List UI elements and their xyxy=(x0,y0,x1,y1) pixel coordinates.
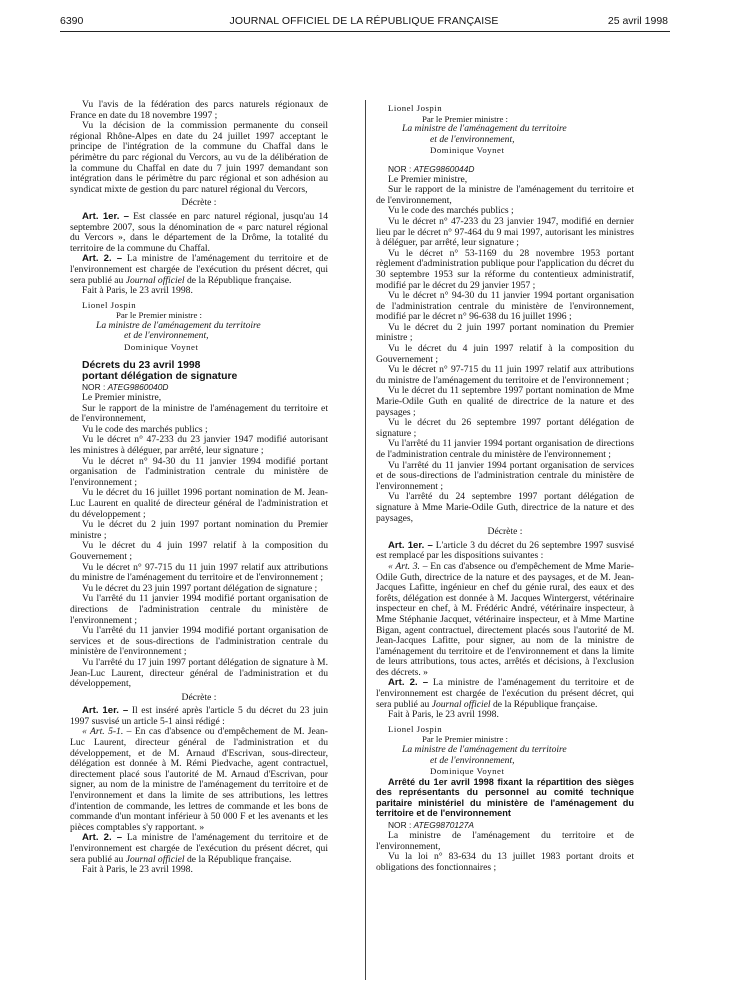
right-column xyxy=(376,103,634,873)
article-text: En cas d'absence ou d'empêchement de Mme Marie-Odile Guth, directrice de la nature et des paysages, et de M. Jean-Jacques Lafitte, ingénieur en chef du génie rural, des eaux et des forêts, délégation est donnée à M. Jacques Wintergerst, vétérinaire inspecteur en chef, à M. Frédéric André, vétérinaire inspecteur, à Mme Stéphanie Jacquet, vétérinaire inspecteur, et à Mme Martine Bigan, agent contractuel, directement placés sous l'autorité de M. Jean-Jacques Lafitte, pour signer, au nom de la ministre de l'aménagement du territoire et de l'environnement et dans la limite de leurs attributions, tous actes, arrêtés et décisions, à l'exclusion des décrets. » xyxy=(376,560,635,678)
article-text: de la République française. xyxy=(186,274,292,286)
arrete-title: Arrêté du 1er avril 1998 fixant la répartition des sièges des représentants du personnel au comité technique paritaire ministériel du ministère de l'aménagement du territoire et de l'environnement xyxy=(376,776,634,819)
article-paragraph xyxy=(70,727,328,833)
section-title: portant délégation de signature xyxy=(82,371,238,383)
visa-paragraph: Vu le décret du 4 juin 1997 relatif à la composition du Gouvernement ; xyxy=(376,343,634,365)
visa-paragraph: Vu le code des marchés publics ; xyxy=(82,423,208,435)
visa-paragraph: Vu le décret n° 97-715 du 11 juin 1997 relatif aux attributions du ministre de l'aménagement du territoire et de l'environnement ; xyxy=(376,364,634,386)
article-label: Art. 2. – xyxy=(82,253,123,265)
visa-paragraph: Vu l'arrêté du 11 janvier 1994 modifié portant organisation de services et de sous-directions de l'administration centrale du ministère de l'environnement ; xyxy=(70,625,328,658)
article-label: « Art. 5-1. – xyxy=(82,726,132,738)
journal-ref: Journal officiel xyxy=(431,698,491,710)
article-paragraph xyxy=(70,833,328,865)
nor-reference xyxy=(376,164,634,175)
nor-code: ATEG9870127A xyxy=(413,820,474,831)
journal-ref: Journal officiel xyxy=(125,274,185,286)
journal-ref: Journal officiel xyxy=(125,853,185,865)
visa-paragraph: La ministre de l'aménagement du territoire et de l'environnement, xyxy=(376,830,634,852)
visa-paragraph: Vu le décret du 23 juin 1997 portant délégation de signature ; xyxy=(82,582,318,594)
issue-date: 25 avril 1998 xyxy=(607,15,668,27)
article-text: Il est inséré après l'article 5 du décret du 23 juin 1997 susvisé un article 5-1 ainsi rédigé : xyxy=(70,705,328,727)
article-paragraph xyxy=(70,706,328,727)
page-header xyxy=(60,15,668,30)
minister-name: Dominique Voynet xyxy=(430,145,505,156)
visa-paragraph: Vu le décret du 26 septembre 1997 portant délégation de signature ; xyxy=(376,417,634,439)
visa-paragraph: Vu l'arrêté du 17 juin 1997 portant délégation de signature à M. Jean-Luc Laurent, directeur général de l'administration et du développement, xyxy=(70,656,328,690)
article-text: La ministre de l'aménagement du territoire et de l'environnement est chargée de l'exécution du présent décret, qui sera publié au xyxy=(70,253,328,286)
decree-word: Décrète : xyxy=(487,526,523,538)
nor-label: NOR : xyxy=(388,163,412,174)
signer-name: Lionel Jospin xyxy=(82,299,137,310)
article-text: de la République française. xyxy=(186,853,292,865)
article-label: Art. 1er. – xyxy=(82,705,129,717)
article-label: Art. 2. – xyxy=(82,832,123,844)
visa-paragraph: Vu le décret n° 97-715 du 11 juin 1997 relatif aux attributions du ministre de l'aménagement du territoire et de l'environnement ; xyxy=(70,561,328,584)
article-label: Art. 2. – xyxy=(388,677,429,689)
visa-paragraph: Le Premier ministre, xyxy=(388,173,468,185)
visa-paragraph: Vu l'arrêté du 24 septembre 1997 portant délégation de signature à Mme Marie-Odile Guth, directrice de la nature et des paysages, xyxy=(376,491,634,524)
visa-paragraph: Vu le décret n° 53-1169 du 28 novembre 1953 portant règlement d'administration publique pour l'application du décret du 30 septembre 1953 sur la réforme du contentieux administratif, modifié par le décret du 29 janvier 1957 ; xyxy=(376,247,634,291)
article-text: de la République française. xyxy=(492,698,598,710)
visa-paragraph: Vu l'avis de la fédération des parcs naturels régionaux de France en date du 18 novembre 1997 ; xyxy=(70,99,328,121)
nor-label: NOR : xyxy=(388,820,412,831)
minister-title: La ministre de l'aménagement du territoire xyxy=(402,744,567,756)
done-at: Fait à Paris, le 23 avril 1998. xyxy=(388,709,499,721)
visa-paragraph: Vu le décret du 16 juillet 1996 portant nomination de M. Jean-Luc Laurent en qualité de directeur général de l'administration et du développement ; xyxy=(70,487,328,520)
column-divider xyxy=(365,100,366,980)
section-title: Décrets du 23 avril 1998 xyxy=(82,359,201,371)
nor-label: NOR : xyxy=(82,382,106,393)
visa-paragraph: Sur le rapport de la ministre de l'aménagement du territoire et de l'environnement, xyxy=(70,402,328,425)
minister-title: et de l'environnement, xyxy=(430,133,515,145)
visa-paragraph: Vu le décret n° 94-30 du 11 janvier 1994 portant organisation de l'administration centrale du ministère de l'environnement, modifié par le décret n° 96-638 du 16 juillet 1996 ; xyxy=(376,290,634,323)
article-text: La ministre de l'aménagement du territoire et de l'environnement est chargée de l'exécution du présent décret, qui sera publié au xyxy=(376,677,634,710)
minister-title: La ministre de l'aménagement du territoire xyxy=(96,319,261,331)
signature-by: Par le Premier ministre : xyxy=(116,310,202,321)
visa-paragraph: Le Premier ministre, xyxy=(82,392,162,404)
signer-name: Lionel Jospin xyxy=(388,723,443,734)
signer-name: Lionel Jospin xyxy=(388,103,443,113)
signature-by: Par le Premier ministre : xyxy=(422,734,508,745)
decree-word: Décrète : xyxy=(181,691,217,703)
visa-paragraph: Vu le décret du 2 juin 1997 portant nomination du Premier ministre ; xyxy=(70,519,328,541)
minister-title: La ministre de l'aménagement du territoire xyxy=(402,123,567,135)
nor-code: ATEG9860044D xyxy=(413,163,475,174)
article-paragraph xyxy=(376,541,634,562)
article-text: En cas d'absence ou d'empêchement de M. Jean-Luc Laurent, directeur général de l'administration et du développement, et de M. Arnaud d'Escrivan, sous-directeur, délégation est donnée à M. Rémi Piedvache, agent contractuel, directement placé sous l'autorité de M. Arnaud d'Escrivan, pour signer, au nom de la ministre de l'aménagement du territoire et de l'environnement et dans la limite de ses attributions, les lettres d'intention de commande, les lettres de commande et les bons de commande d'un montant inférieur à 50 000 F et les avenants et les pièces comptables s'y rapportant. » xyxy=(70,726,329,833)
done-at: Fait à Paris, le 23 avril 1998. xyxy=(82,285,193,297)
visa-paragraph: Vu l'arrêté du 11 janvier 1994 modifié portant organisation de directions de l'administration centrale du ministère de l'environnement ; xyxy=(70,593,328,626)
journal-title: JOURNAL OFFICIEL DE LA RÉPUBLIQUE FRANÇAISE xyxy=(229,15,499,27)
minister-title: et de l'environnement, xyxy=(124,330,209,342)
visa-paragraph: Vu le décret du 2 juin 1997 portant nomination du Premier ministre ; xyxy=(376,321,634,344)
article-label: Art. 1er. – xyxy=(388,539,433,551)
decree-word: Décrète : xyxy=(181,197,217,209)
visa-paragraph: Vu l'arrêté du 11 janvier 1994 portant organisation de directions de l'administration centrale du ministère de l'environnement ; xyxy=(376,438,634,460)
visa-paragraph: Vu la décision de la commission permanente du conseil régional Rhône-Alpes en date du 24 juillet 1997 acceptant le principe de l'intégration de la commune du Chaffal dans le périmètre du parc régional du Vercors, au vu de la délibération de la commune du Chaffal en date du 7 juin 1997 demandant son intégration dans le périmètre du parc régional et son adhésion au syndicat mixte de gestion du parc naturel régional du Vercors, xyxy=(70,120,328,195)
page-number: 6390 xyxy=(60,15,84,27)
signature-by: Par le Premier ministre : xyxy=(422,113,508,124)
visa-paragraph: Vu la loi n° 83-634 du 13 juillet 1983 portant droits et obligations des fonctionnaires ; xyxy=(376,851,634,873)
article-paragraph xyxy=(70,212,328,254)
visa-paragraph: Vu le décret du 11 septembre 1997 portant nomination de Mme Marie-Odile Guth en qualité de directrice de la nature et des paysages ; xyxy=(376,385,634,418)
article-text: Est classée en parc naturel régional, jusqu'au 14 septembre 2007, sous la dénomination de « parc naturel régional du Vercors », dans le département de la Drôme, la totalité du territoire de la commune du Chaffal. xyxy=(70,210,328,254)
done-at: Fait à Paris, le 23 avril 1998. xyxy=(82,864,193,876)
visa-paragraph: Vu le code des marchés publics ; xyxy=(388,205,514,217)
article-label: Art. 1er. – xyxy=(82,210,130,222)
nor-code: ATEG9860040D xyxy=(107,382,169,393)
article-label: « Art. 3. – xyxy=(388,560,428,572)
article-text: L'article 3 du décret du 26 septembre 1997 susvisé est remplacé par les dispositions suivantes : xyxy=(376,539,634,562)
visa-paragraph: Vu l'arrêté du 11 janvier 1994 portant organisation de services et de sous-directions de l'administration centrale du ministère de l'environnement ; xyxy=(376,459,634,492)
visa-paragraph: Sur le rapport de la ministre de l'aménagement du territoire et de l'environnement, xyxy=(376,184,634,206)
minister-name: Dominique Voynet xyxy=(430,766,505,777)
article-text: La ministre de l'aménagement du territoire et de l'environnement est chargée de l'exécution du présent décret, qui sera publié au xyxy=(70,832,328,865)
visa-paragraph: Vu le décret n° 47-233 du 23 janvier 1947, modifié en dernier lieu par le décret n° 97-464 du 9 mai 1997, autorisant les ministres à déléguer, par arrêté, leur signature ; xyxy=(376,215,634,249)
article-paragraph xyxy=(376,678,634,710)
visa-paragraph: Vu le décret du 4 juin 1997 relatif à la composition du Gouvernement ; xyxy=(70,540,328,562)
header-rule xyxy=(60,31,670,32)
article-paragraph xyxy=(70,254,328,286)
visa-paragraph: Vu le décret n° 94-30 du 11 janvier 1994 modifié portant organisation de l'administration centrale du ministère de l'environnement ; xyxy=(70,455,328,488)
article-paragraph xyxy=(376,562,634,679)
left-column xyxy=(70,100,328,876)
minister-title: et de l'environnement, xyxy=(430,754,515,766)
minister-name: Dominique Voynet xyxy=(124,342,199,353)
visa-paragraph: Vu le décret n° 47-233 du 23 janvier 1947 modifié autorisant les ministres à déléguer, par arrêté, leur signature ; xyxy=(70,434,328,457)
